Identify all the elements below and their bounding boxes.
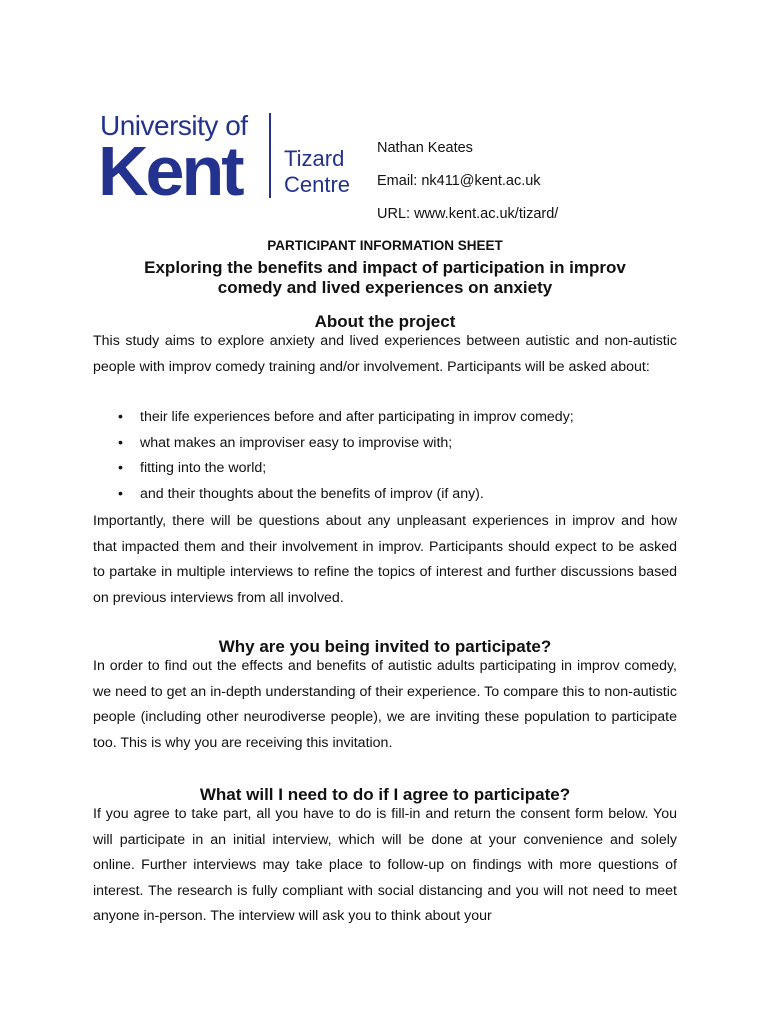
- sheet-label: PARTICIPANT INFORMATION SHEET: [267, 238, 503, 253]
- what-body: If you agree to take part, all you have to do is fill-in and return the consent form below. You will participate in an initial interview, which will be done at your convenience and solely online. Further interviews may take place to follow-up on findings with more questions of interest. The research is fully compliant with social distancing and you will not need to meet anyone in-person. The interview will ask you to think about your: [93, 806, 677, 924]
- university-of-kent-logo: [98, 110, 351, 210]
- list-item: • and their thoughts about the benefits of improv (if any).: [93, 482, 677, 508]
- list-item: • what makes an improviser easy to improvise with;: [93, 431, 677, 457]
- logo-university-of: University of: [100, 110, 248, 141]
- why-body: In order to find out the effects and benefits of autistic adults participating in improv comedy, we need to get an in-depth understanding of their experience. To compare this to non-autistic people (including other neurodiverse people), we are inviting these population to participate too. This is why you are receiving this invitation.: [93, 658, 677, 751]
- about-heading: About the project: [314, 312, 456, 331]
- logo-kent: Kent: [98, 132, 242, 210]
- why-heading: Why are you being invited to participate?: [218, 637, 552, 656]
- contact-block: [377, 138, 558, 237]
- list-item: • fitting into the world;: [93, 456, 677, 482]
- document-title: [0, 258, 770, 298]
- contact-url[interactable]: URL: www.kent.ac.uk/tizard/: [377, 206, 559, 222]
- contact-name: Nathan Keates: [377, 140, 473, 156]
- about-intro: This study aims to explore anxiety and lived experiences between autistic and non-autistic people with improv comedy training and/or involvement. Participants will be asked about:: [93, 333, 677, 375]
- list-item: • their life experiences before and after participating in improv comedy;: [93, 405, 677, 431]
- about-outro: Importantly, there will be questions about any unpleasant experiences in improv and how that impacted them and their involvement in improv. Participants should expect to be asked to partake in multiple interviews to refine the topics of interest and further discussions based on previous interviews from all involved.: [93, 513, 677, 606]
- title-line-1: Exploring the benefits and impact of participation in improv: [144, 258, 626, 277]
- about-bullet-list: [93, 405, 677, 507]
- title-line-2: comedy and lived experiences on anxiety: [217, 278, 553, 297]
- logo-centre: Centre: [284, 172, 351, 197]
- logo-divider: [269, 113, 271, 198]
- contact-email[interactable]: Email: nk411@kent.ac.uk: [377, 173, 541, 189]
- logo-tizard-centre: [284, 146, 350, 198]
- logo-tizard: Tizard: [284, 146, 345, 171]
- what-heading: What will I need to do if I agree to participate?: [199, 785, 571, 804]
